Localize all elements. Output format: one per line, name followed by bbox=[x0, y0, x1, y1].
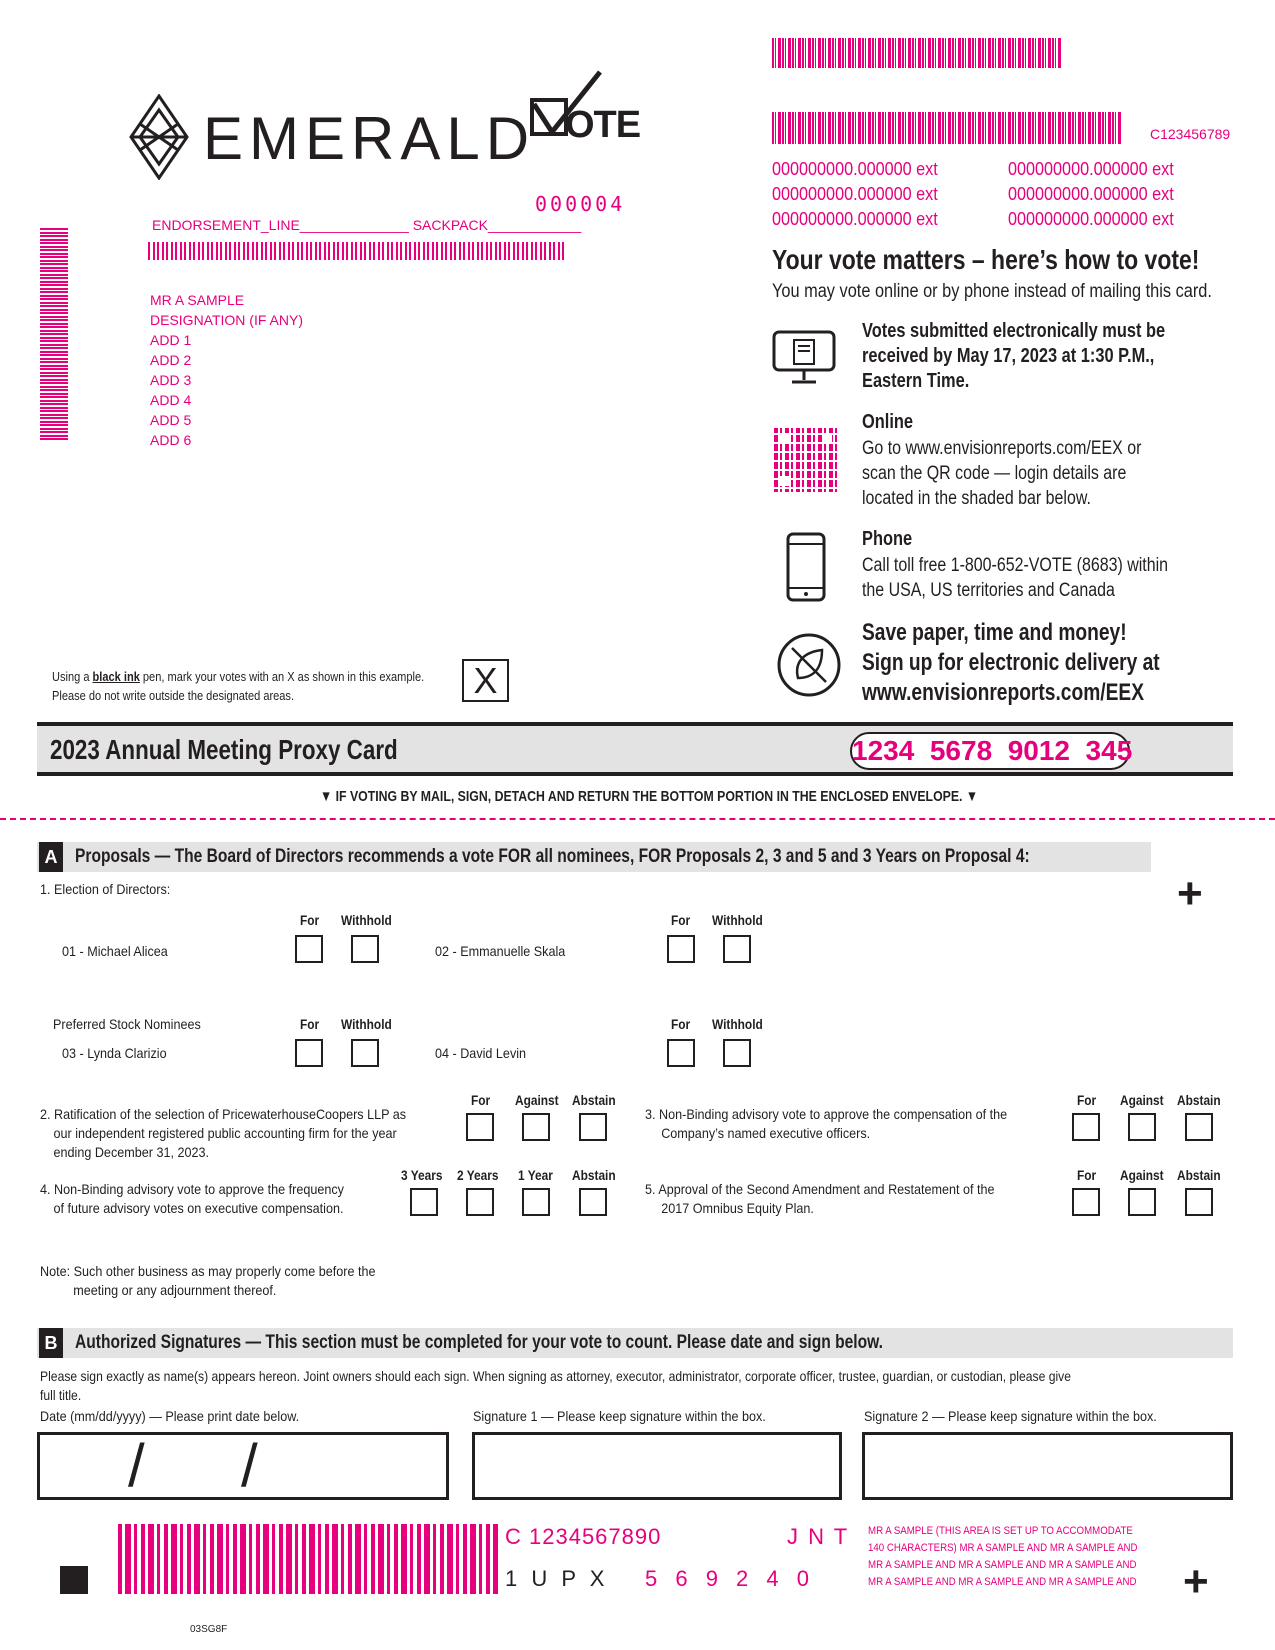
ext-code: 000000000.000000 ext bbox=[772, 184, 938, 204]
proposal-2-for-checkbox[interactable] bbox=[466, 1113, 494, 1141]
proposal-2-abstain-checkbox[interactable] bbox=[579, 1113, 607, 1141]
online-line: Go to www.envisionreports.com/EEX or bbox=[862, 438, 1142, 459]
deadline-line: Votes submitted electronically must be bbox=[862, 320, 1166, 342]
nominee-01-for-checkbox[interactable] bbox=[295, 935, 323, 963]
black-ink-emphasis: black ink bbox=[92, 669, 140, 684]
proposal-4-text: 4. Non-Binding advisory vote to approve the frequency of future advisory votes on executive compensation. bbox=[40, 1181, 344, 1216]
vote-logo-text: OTE bbox=[565, 104, 641, 146]
online-line: located in the shaded bar below. bbox=[862, 488, 1091, 509]
proxy-bar-bottom-rule bbox=[37, 772, 1233, 776]
against-header: Against bbox=[515, 1092, 559, 1108]
qr-code-overlay bbox=[774, 428, 838, 492]
detach-instruction: ▼ IF VOTING BY MAIL, SIGN, DETACH AND RETURN THE BOTTOM PORTION IN THE ENCLOSED ENVELOPE. ▼ bbox=[320, 788, 979, 805]
other-business-note: Note: Such other business as may properly come before the meeting or any adjournment thereof. bbox=[40, 1263, 376, 1298]
section-b-title: Authorized Signatures — This section must be completed for your vote to count. Please date and sign below. bbox=[75, 1332, 883, 1353]
nominee-02-withhold-checkbox[interactable] bbox=[723, 935, 751, 963]
top-barcode bbox=[772, 38, 1062, 68]
ext-code: 000000000.000000 ext bbox=[772, 159, 938, 179]
nominee-01-withhold-checkbox[interactable] bbox=[351, 935, 379, 963]
deadline-line: Eastern Time. bbox=[862, 370, 970, 392]
nominee-name: 03 - Lynda Clarizio bbox=[62, 1045, 167, 1061]
for-header: For bbox=[1077, 1167, 1097, 1183]
withhold-header: Withhold bbox=[341, 912, 392, 928]
against-header: Against bbox=[1120, 1092, 1164, 1108]
address-line: ADD 3 bbox=[150, 372, 192, 388]
section-a-letter: A bbox=[39, 842, 63, 872]
form-code: 03SG8F bbox=[190, 1624, 228, 1635]
registration-mark bbox=[60, 1566, 88, 1594]
ext-code: 000000000.000000 ext bbox=[1008, 184, 1174, 204]
account-code: C123456789 bbox=[1150, 126, 1231, 142]
proposal-3-abstain-checkbox[interactable] bbox=[1185, 1113, 1213, 1141]
proposal-5-for-checkbox[interactable] bbox=[1072, 1188, 1100, 1216]
nominee-02-for-checkbox[interactable] bbox=[667, 935, 695, 963]
proposal-4-2-years-checkbox[interactable] bbox=[466, 1188, 494, 1216]
phone-icon bbox=[786, 532, 826, 602]
deadline-line: received by May 17, 2023 at 1:30 P.M., bbox=[862, 345, 1155, 367]
for-header: For bbox=[671, 912, 691, 928]
withhold-header: Withhold bbox=[712, 912, 763, 928]
for-header: For bbox=[300, 912, 320, 928]
signature-2-field[interactable] bbox=[862, 1432, 1233, 1500]
footer-code-1: C 1234567890 bbox=[505, 1524, 662, 1549]
for-header: For bbox=[671, 1016, 691, 1032]
proposal-2-against-checkbox[interactable] bbox=[522, 1113, 550, 1141]
side-barcode bbox=[40, 228, 68, 440]
date-separator: / bbox=[241, 1432, 258, 1499]
freq-header: Abstain bbox=[572, 1167, 616, 1183]
save-line: Save paper, time and money! bbox=[862, 619, 1127, 646]
perforation-line bbox=[0, 818, 1275, 820]
date-separator: / bbox=[128, 1432, 145, 1499]
nominee-name: 02 - Emmanuelle Skala bbox=[435, 943, 566, 959]
phone-line: the USA, US territories and Canada bbox=[862, 580, 1115, 601]
proposal-3-against-checkbox[interactable] bbox=[1128, 1113, 1156, 1141]
for-header: For bbox=[300, 1016, 320, 1032]
footer-code-4: 5 6 9 2 4 0 bbox=[645, 1566, 815, 1591]
nominee-04-for-checkbox[interactable] bbox=[667, 1039, 695, 1067]
account-barcode bbox=[772, 112, 1122, 144]
proposal-4-3-years-checkbox[interactable] bbox=[410, 1188, 438, 1216]
freq-header: 1 Year bbox=[518, 1167, 553, 1183]
ext-code: 000000000.000000 ext bbox=[772, 209, 938, 229]
abstain-header: Abstain bbox=[1177, 1167, 1221, 1183]
ext-code: 000000000.000000 ext bbox=[1008, 209, 1174, 229]
proposal-5-text: 5. Approval of the Second Amendment and Restatement of the 2017 Omnibus Equity Plan. bbox=[645, 1181, 995, 1216]
plus-icon: + bbox=[1183, 1557, 1209, 1606]
nominee-03-withhold-checkbox[interactable] bbox=[351, 1039, 379, 1067]
phone-text bbox=[862, 553, 1168, 603]
monitor-icon bbox=[772, 330, 836, 386]
proposal-2-text: 2. Ratification of the selection of PricewaterhouseCoopers LLP as our independent registered public accounting firm for the year ending December 31, 2023. bbox=[40, 1106, 407, 1160]
proposal-5-against-checkbox[interactable] bbox=[1128, 1188, 1156, 1216]
online-text bbox=[862, 436, 1141, 511]
footer-code-2: J N T bbox=[787, 1524, 850, 1549]
signature-1-label: Signature 1 — Please keep signature within the box. bbox=[473, 1408, 766, 1424]
address-line: ADD 2 bbox=[150, 352, 192, 368]
against-header: Against bbox=[1120, 1167, 1164, 1183]
address-line: DESIGNATION (IF ANY) bbox=[150, 312, 303, 328]
nominee-03-for-checkbox[interactable] bbox=[295, 1039, 323, 1067]
mark-instructions: Using a black ink pen, mark your votes with an X as shown in this example. Please do not write outside the designated areas. bbox=[52, 669, 425, 703]
save-line: www.envisionreports.com/EEX bbox=[862, 679, 1145, 706]
nominee-04-withhold-checkbox[interactable] bbox=[723, 1039, 751, 1067]
nominee-name: 01 - Michael Alicea bbox=[62, 943, 168, 959]
deadline-text bbox=[862, 319, 1165, 394]
signature-instructions: Please sign exactly as name(s) appears hereon. Joint owners should each sign. When signing as attorney, executor, administrator, corporate officer, trustee, guardian, or custodian, please give full title. bbox=[40, 1368, 1072, 1403]
vote-heading: Your vote matters – here’s how to vote! bbox=[772, 244, 1200, 275]
control-number: 1234 5678 9012 345 bbox=[850, 732, 1130, 770]
mailing-address bbox=[150, 290, 303, 450]
proxy-card-title: 2023 Annual Meeting Proxy Card bbox=[50, 734, 398, 765]
proposal-3-text: 3. Non-Binding advisory vote to approve the compensation of the Company’s named executive officers. bbox=[645, 1106, 1008, 1141]
freq-header: 2 Years bbox=[457, 1167, 499, 1183]
section-b-letter: B bbox=[39, 1328, 63, 1358]
ext-code: 000000000.000000 ext bbox=[1008, 159, 1174, 179]
address-line: MR A SAMPLE bbox=[150, 292, 245, 308]
phone-title: Phone bbox=[862, 528, 913, 550]
endorsement-line: ENDORSEMENT_LINE______________ SACKPACK____________ bbox=[152, 217, 582, 233]
section-a-title: Proposals — The Board of Directors recommends a vote FOR all nominees, FOR Proposals 2, 3 and 5 and 3 Years on Proposal 4: bbox=[75, 846, 1030, 867]
online-title: Online bbox=[862, 411, 914, 433]
vote-subheading: You may vote online or by phone instead of mailing this card. bbox=[772, 281, 1212, 302]
proposal-4-abstain-checkbox[interactable] bbox=[579, 1188, 607, 1216]
abstain-header: Abstain bbox=[572, 1092, 616, 1108]
plus-icon: + bbox=[1177, 869, 1203, 918]
address-line: ADD 4 bbox=[150, 392, 192, 408]
preferred-nominees-label: Preferred Stock Nominees bbox=[53, 1016, 201, 1032]
proposal-3-for-checkbox[interactable] bbox=[1072, 1113, 1100, 1141]
example-mark-box: X bbox=[462, 659, 509, 702]
postal-barcode bbox=[148, 242, 566, 260]
sequence-number: 000004 bbox=[535, 192, 626, 216]
address-line: ADD 5 bbox=[150, 412, 192, 428]
online-line: scan the QR code — login details are bbox=[862, 463, 1127, 484]
sample-text-block: MR A SAMPLE (THIS AREA IS SET UP TO ACCOMMODATE 140 CHARACTERS) MR A SAMPLE AND MR A SAMPLE AND MR A SAMPLE AND MR A SAMPLE AND MR A SAMPLE AND MR A SAMPLE AND MR A SAMPLE AND MR A SAMPLE AND bbox=[868, 1525, 1138, 1588]
phone-line: Call toll free 1-800-652-VOTE (8683) within bbox=[862, 555, 1169, 576]
nominee-name: 04 - David Levin bbox=[435, 1045, 527, 1061]
brand-name: EMERALD bbox=[203, 105, 536, 172]
proposal-4-1-year-checkbox[interactable] bbox=[522, 1188, 550, 1216]
withhold-header: Withhold bbox=[341, 1016, 392, 1032]
save-line: Sign up for electronic delivery at bbox=[862, 649, 1160, 676]
footer-code-3: 1 U P X bbox=[505, 1566, 609, 1591]
address-line: ADD 1 bbox=[150, 332, 192, 348]
for-header: For bbox=[1077, 1092, 1097, 1108]
signature-1-field[interactable] bbox=[472, 1432, 842, 1500]
signature-2-label: Signature 2 — Please keep signature within the box. bbox=[864, 1408, 1157, 1424]
freq-header: 3 Years bbox=[401, 1167, 443, 1183]
save-paper-text bbox=[862, 618, 1160, 708]
address-line: ADD 6 bbox=[150, 432, 192, 448]
proposal-5-abstain-checkbox[interactable] bbox=[1185, 1188, 1213, 1216]
emerald-logo-icon bbox=[128, 94, 190, 180]
election-label: 1. Election of Directors: bbox=[40, 881, 171, 897]
abstain-header: Abstain bbox=[1177, 1092, 1221, 1108]
date-label: Date (mm/dd/yyyy) — Please print date below. bbox=[40, 1408, 300, 1424]
leaf-icon bbox=[776, 632, 842, 698]
for-header: For bbox=[471, 1092, 491, 1108]
footer-barcode bbox=[118, 1524, 498, 1594]
withhold-header: Withhold bbox=[712, 1016, 763, 1032]
